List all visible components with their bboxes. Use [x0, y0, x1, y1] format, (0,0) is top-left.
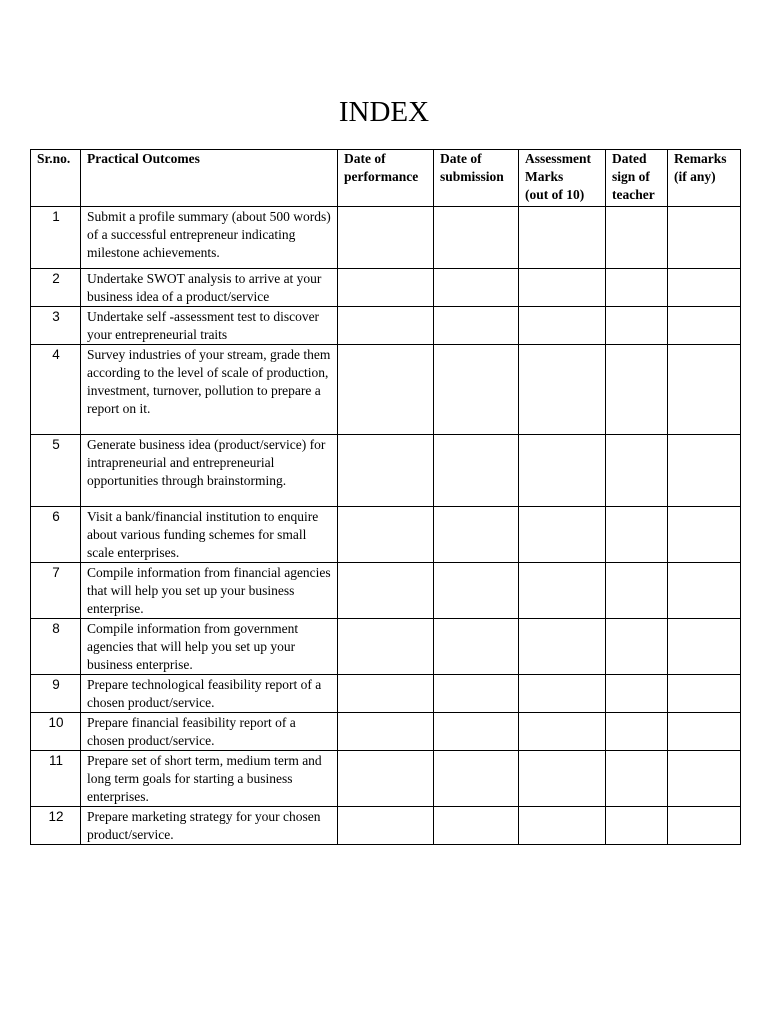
outcome-cell: Compile information from government agencies that will help you set up your business enterprise.	[81, 619, 338, 675]
outcome-cell: Prepare technological feasibility report of a chosen product/service.	[81, 675, 338, 713]
header-sr-no	[31, 150, 81, 207]
assessment-marks-cell	[519, 269, 606, 307]
table-row	[31, 619, 741, 675]
table-row	[31, 807, 741, 845]
sr-cell: 1	[31, 207, 81, 269]
header-remarks-label: Remarks (if any)	[674, 151, 727, 184]
date-of-submission-cell	[434, 563, 519, 619]
table-row	[31, 713, 741, 751]
table-row	[31, 269, 741, 307]
dated-sign-cell	[606, 507, 668, 563]
dated-sign-cell	[606, 563, 668, 619]
assessment-marks-cell	[519, 207, 606, 269]
header-assessment-marks-label: Assessment Marks (out of 10)	[525, 151, 591, 202]
table-row	[31, 435, 741, 507]
date-of-submission-cell	[434, 675, 519, 713]
sr-cell: 11	[31, 751, 81, 807]
outcome-cell: Submit a profile summary (about 500 words) of a successful entrepreneur indicating milestone achievements.	[81, 207, 338, 269]
date-of-performance-cell	[338, 619, 434, 675]
date-of-submission-cell	[434, 435, 519, 507]
assessment-marks-cell	[519, 563, 606, 619]
remarks-cell	[668, 619, 741, 675]
header-sr-no-label: Sr.no.	[37, 151, 71, 166]
dated-sign-cell	[606, 307, 668, 345]
sr-cell: 8	[31, 619, 81, 675]
assessment-marks-cell	[519, 507, 606, 563]
remarks-cell	[668, 435, 741, 507]
outcome-cell: Prepare marketing strategy for your chosen product/service.	[81, 807, 338, 845]
sr-cell: 9	[31, 675, 81, 713]
date-of-performance-cell	[338, 807, 434, 845]
header-date-of-performance-label: Date of performance	[344, 151, 419, 184]
dated-sign-cell	[606, 269, 668, 307]
date-of-submission-cell	[434, 507, 519, 563]
header-dated-sign	[606, 150, 668, 207]
assessment-marks-cell	[519, 807, 606, 845]
assessment-marks-cell	[519, 675, 606, 713]
sr-cell: 12	[31, 807, 81, 845]
outcome-cell: Undertake SWOT analysis to arrive at your business idea of a product/service	[81, 269, 338, 307]
date-of-submission-cell	[434, 807, 519, 845]
date-of-submission-cell	[434, 207, 519, 269]
remarks-cell	[668, 713, 741, 751]
header-date-of-submission	[434, 150, 519, 207]
date-of-performance-cell	[338, 269, 434, 307]
dated-sign-cell	[606, 435, 668, 507]
date-of-submission-cell	[434, 713, 519, 751]
header-date-of-performance	[338, 150, 434, 207]
table-row	[31, 563, 741, 619]
remarks-cell	[668, 751, 741, 807]
table-row	[31, 307, 741, 345]
dated-sign-cell	[606, 345, 668, 435]
table-row	[31, 751, 741, 807]
page-title: INDEX	[338, 96, 430, 128]
date-of-performance-cell	[338, 307, 434, 345]
sr-cell: 7	[31, 563, 81, 619]
index-table	[30, 149, 741, 845]
date-of-submission-cell	[434, 751, 519, 807]
header-dated-sign-label: Dated sign of teacher	[612, 151, 655, 202]
date-of-performance-cell	[338, 751, 434, 807]
sr-cell: 4	[31, 345, 81, 435]
dated-sign-cell	[606, 619, 668, 675]
date-of-performance-cell	[338, 563, 434, 619]
header-remarks	[668, 150, 741, 207]
table-row	[31, 507, 741, 563]
dated-sign-cell	[606, 713, 668, 751]
remarks-cell	[668, 563, 741, 619]
remarks-cell	[668, 507, 741, 563]
sr-cell: 3	[31, 307, 81, 345]
assessment-marks-cell	[519, 619, 606, 675]
dated-sign-cell	[606, 207, 668, 269]
date-of-performance-cell	[338, 507, 434, 563]
date-of-submission-cell	[434, 307, 519, 345]
table-header-row	[31, 150, 741, 207]
remarks-cell	[668, 207, 741, 269]
date-of-performance-cell	[338, 345, 434, 435]
table-row	[31, 345, 741, 435]
outcome-cell: Undertake self -assessment test to discover your entrepreneurial traits	[81, 307, 338, 345]
dated-sign-cell	[606, 751, 668, 807]
assessment-marks-cell	[519, 345, 606, 435]
date-of-submission-cell	[434, 269, 519, 307]
sr-cell: 6	[31, 507, 81, 563]
table-row	[31, 207, 741, 269]
assessment-marks-cell	[519, 751, 606, 807]
dated-sign-cell	[606, 807, 668, 845]
date-of-performance-cell	[338, 435, 434, 507]
header-assessment-marks	[519, 150, 606, 207]
date-of-submission-cell	[434, 345, 519, 435]
header-practical-outcomes	[81, 150, 338, 207]
date-of-performance-cell	[338, 207, 434, 269]
outcome-cell: Prepare financial feasibility report of a chosen product/service.	[81, 713, 338, 751]
dated-sign-cell	[606, 675, 668, 713]
sr-cell: 5	[31, 435, 81, 507]
assessment-marks-cell	[519, 435, 606, 507]
sr-cell: 10	[31, 713, 81, 751]
remarks-cell	[668, 807, 741, 845]
assessment-marks-cell	[519, 713, 606, 751]
remarks-cell	[668, 269, 741, 307]
remarks-cell	[668, 307, 741, 345]
header-practical-outcomes-label: Practical Outcomes	[87, 151, 200, 166]
outcome-cell: Prepare set of short term, medium term and long term goals for starting a business enterprises.	[81, 751, 338, 807]
assessment-marks-cell	[519, 307, 606, 345]
date-of-performance-cell	[338, 713, 434, 751]
table-row	[31, 675, 741, 713]
date-of-submission-cell	[434, 619, 519, 675]
outcome-cell: Compile information from financial agencies that will help you set up your business enterprise.	[81, 563, 338, 619]
header-date-of-submission-label: Date of submission	[440, 151, 504, 184]
outcome-cell: Generate business idea (product/service) for intrapreneurial and entrepreneurial opportunities through brainstorming.	[81, 435, 338, 507]
sr-cell: 2	[31, 269, 81, 307]
remarks-cell	[668, 675, 741, 713]
outcome-cell: Survey industries of your stream, grade them according to the level of scale of production, investment, turnover, pollution to prepare a report on it.	[81, 345, 338, 435]
remarks-cell	[668, 345, 741, 435]
date-of-performance-cell	[338, 675, 434, 713]
outcome-cell: Visit a bank/financial institution to enquire about various funding schemes for small scale enterprises.	[81, 507, 338, 563]
